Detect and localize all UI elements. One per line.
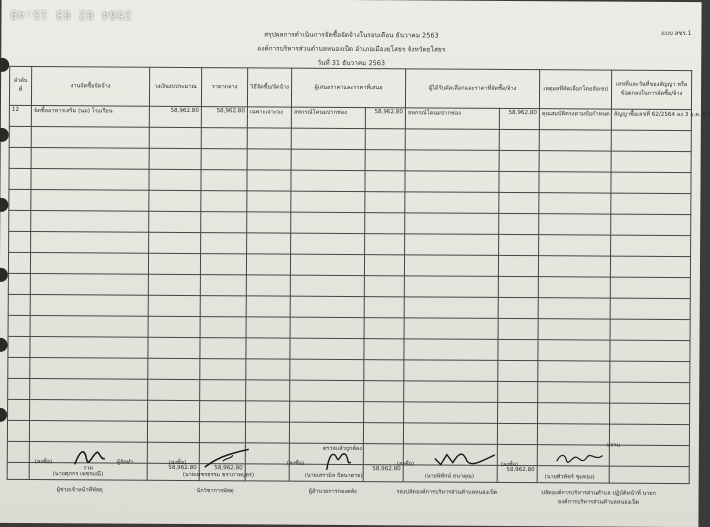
signature-deputy-chief (396, 448, 526, 526)
signer-position: รองปลัดองค์การบริหารส่วนตำบลหนองเป็ด (396, 489, 498, 496)
column-header: วิธีจัดซื้อ/จัดจ้าง (247, 68, 291, 107)
signature-block (0, 446, 699, 527)
procurement-method: เฉพาะเจาะจง (247, 107, 291, 128)
signer-name: (นายเพชรธรรม ชราภาพบุตร) (182, 471, 255, 479)
row-number: 12 (9, 105, 31, 126)
selection-reason: คุณสมบัติตรงตามข้อกำหนด (539, 109, 611, 130)
signature-prefix: (ลงชื่อ) (500, 461, 519, 469)
signature-chief (538, 449, 688, 527)
signature-prefix: (ลงชื่อ) (168, 459, 187, 467)
column-header: ผู้ได้รับคัดเลือกและราคาที่จัดซื้อ/จ้าง (405, 69, 539, 109)
signer-name: (นายศุภกร เพชรมณี) (52, 471, 104, 478)
binder-hole (0, 128, 9, 142)
signer-position: ปลัดองค์การบริหารส่วนตำบล ปฏิบัติหน้าที่ นายกองค์การบริหารส่วนตำบลหนองเป็ด (541, 490, 656, 506)
total-selected: 58,962.80 (497, 465, 537, 482)
column-header: วงเงินงบประมาณ (149, 67, 201, 106)
signer-position: ผู้ช่วยเจ้าหน้าที่พัสดุ (56, 487, 103, 494)
selected-vendor: สหกรณ์โคนมปากช่อง (405, 108, 499, 130)
bidder-name: สหกรณ์โคนมปากช่อง (291, 107, 365, 128)
total-budget: 58,962.80 (147, 463, 199, 480)
handwritten-signature (203, 447, 251, 469)
signer-name: (นายเสรามิล ปัสนาดาย) (304, 472, 363, 480)
document-title: สรุปผลการดำเนินการจัดซื้อจัดจ้างในรอบเดือน ธันวาคม 2563 (264, 30, 439, 40)
signer-name: (นายพิทักษ์ ธนาคุณ) (424, 473, 475, 480)
binder-hole (0, 338, 8, 352)
signer-position: นักวิชาการพัสดุ (196, 488, 234, 495)
signer-position: ผู้อำนวยการกองคลัง (308, 488, 357, 496)
column-header: ราคากลาง (201, 68, 247, 107)
handwritten-signature (433, 449, 497, 469)
signature-prefix: (ลงชื่อ) (286, 460, 305, 467)
column-header: เลขที่และวันที่ของสัญญา หรือข้อตกลงในการจัดซื้อ/จ้าง (611, 70, 691, 109)
table-header-row (9, 66, 691, 109)
total-label: รวม (29, 463, 147, 481)
bid-price: 58,962.80 (365, 108, 405, 129)
selected-price: 58,962.80 (499, 108, 539, 129)
signature-finance-director (286, 448, 386, 526)
contract-info: สัญญาซื้อเลขที่ 62/2564 ลง 3 ธ.ค. 63 (611, 109, 691, 130)
column-header: ผู้เสนอราคาและราคาที่เสนอ (291, 68, 405, 108)
signature-role: ผู้จัดทำ (116, 459, 134, 466)
handwritten-signature (323, 448, 353, 472)
signature-prefix: (ลงชื่อ) (34, 459, 53, 466)
signature-prefix: (ลงชื่อ) (396, 461, 415, 468)
total-median: 58,962.80 (199, 464, 245, 481)
column-header: งานจัดซื้อจัดจ้าง (31, 67, 149, 107)
signer-name: (นายศิวพัชร์ ชุมทอง) (544, 474, 595, 481)
column-header: ลำดับที่ (9, 66, 31, 105)
signature-officer (168, 447, 278, 525)
approve-note: ทราบ (606, 442, 621, 449)
column-header: เหตุผลที่คัดเลือกโดยสังเขป (539, 70, 611, 109)
organization-name: องค์การบริหารส่วนตำบลหนองเป็ด อำเภอเมืองยโสธร จังหวัดยโสธร (257, 44, 446, 54)
signature-preparer (34, 446, 144, 524)
document-date: วันที่ 31 ธันวาคม 2563 (317, 58, 386, 68)
procurement-table (7, 66, 710, 484)
binder-hole (0, 198, 8, 212)
median-price: 58,962.80 (201, 107, 247, 128)
procurement-item: จัดซื้ออาหารเสริม (นม) โรงเรียน (31, 106, 149, 128)
total-offer: 58,962.80 (363, 465, 403, 482)
binder-hole (0, 268, 8, 282)
photo-timestamp: 2564 02 03 15:49 (9, 7, 132, 22)
budget-amount: 58,962.80 (149, 106, 201, 127)
form-code: แบบ สขร.1 (661, 29, 692, 38)
checked-note: ตรวจแล้วถูกต้อง (322, 445, 362, 453)
handwritten-signature (73, 446, 107, 468)
handwritten-signature (555, 449, 605, 467)
